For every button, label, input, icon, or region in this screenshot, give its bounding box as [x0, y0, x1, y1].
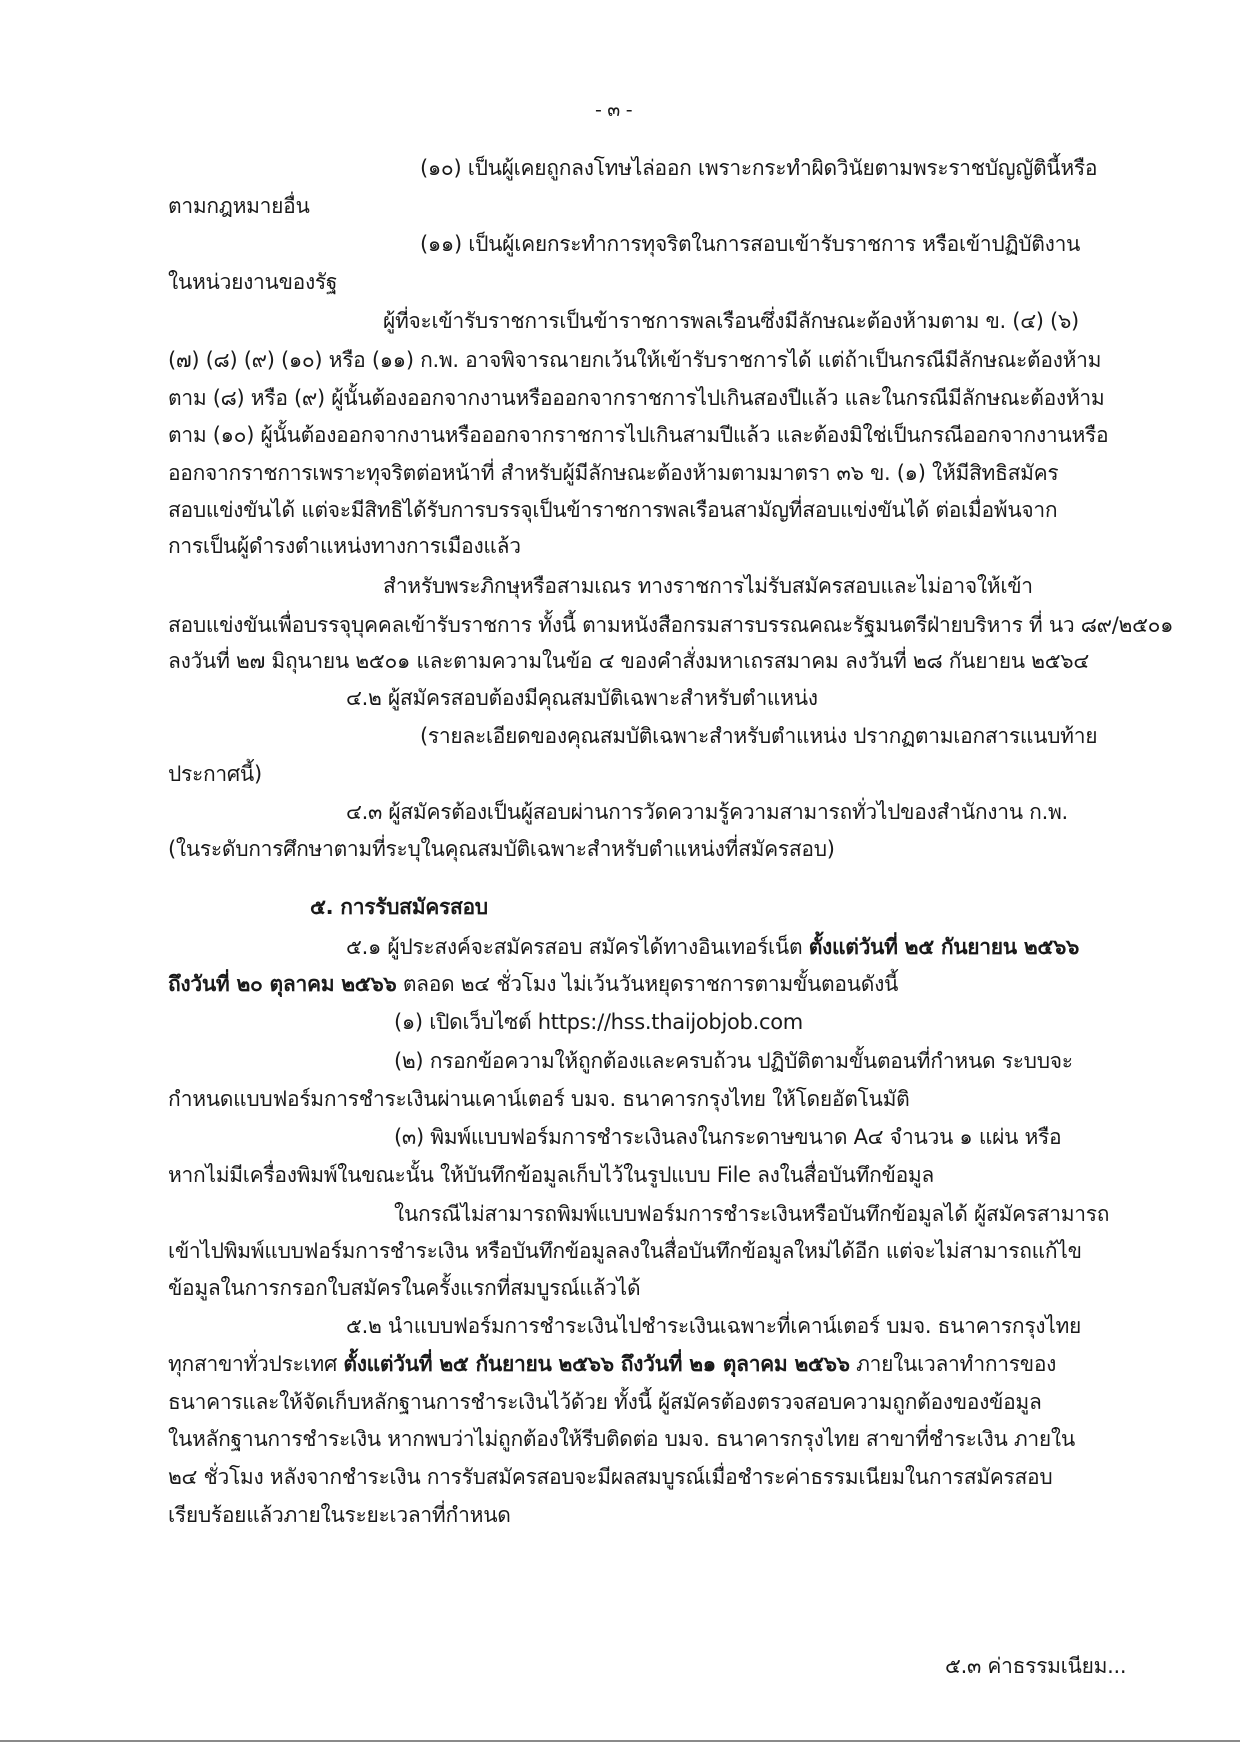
- section-4-3-line-2: (ในระดับการศึกษาตามที่ระบุในคุณสมบัติเฉพาะสำหรับตำแหน่งที่สมัครสอบ): [168, 837, 835, 861]
- section-5-1-line-2: [168, 969, 898, 999]
- cannot-print-line-3: ข้อมูลในการกรอกใบสมัครในครั้งแรกที่สมบูรณ์แล้วได้: [168, 1276, 641, 1300]
- monk-line-2: สอบแข่งขันเพื่อบรรจุบุคคลเข้ารับราชการ ทั้งนี้ ตามหนังสือกรมสารบรรณคณะรัฐมนตรีฝ่ายบริหาร ที่ นว ๘๙/๒๕๐๑: [168, 613, 1174, 637]
- section-5-1-hours: ตลอด ๒๔ ชั่วโมง ไม่เว้นวันหยุดราชการตามขั้นตอนดังนี้: [396, 972, 899, 996]
- section-5-1-line-1: [346, 932, 1079, 962]
- exception-line-7: การเป็นผู้ดำรงตำแหน่งทางการเมืองแล้ว: [168, 534, 521, 558]
- section-5-2-line-1: ๕.๒ นำแบบฟอร์มการชำระเงินไปชำระเงินเฉพาะที่เคาน์เตอร์ บมจ. ธนาคารกรุงไทย: [346, 1314, 1082, 1338]
- exception-line-4: ตาม (๑๐) ผู้นั้นต้องออกจากงานหรือออกจากราชการไปเกินสามปีแล้ว และต้องมิใช่เป็นกรณีออกจากงานหรือ: [168, 423, 1109, 447]
- step-1-website: (๑) เปิดเว็บไซต์ https://hss.thaijobjob.com: [394, 1010, 803, 1034]
- section-4-2-title: ๔.๒ ผู้สมัครสอบต้องมีคุณสมบัติเฉพาะสำหรับตำแหน่ง: [346, 686, 818, 710]
- exception-line-3: ตาม (๘) หรือ (๙) ผู้นั้นต้องออกจากงานหรือออกจากราชการไปเกินสองปีแล้ว และในกรณีมีลักษณะต้องห้าม: [168, 386, 1105, 410]
- section-5-2-line-5: ๒๔ ชั่วโมง หลังจากชำระเงิน การรับสมัครสอบจะมีผลสมบูรณ์เมื่อชำระค่าธรรมเนียมในการสมัครสอบ: [168, 1465, 1053, 1489]
- page-bottom-rule: [0, 1740, 1240, 1742]
- section-5-2-line-4: ในหลักฐานการชำระเงิน หากพบว่าไม่ถูกต้องให้รีบติดต่อ บมจ. ธนาคารกรุงไทย สาขาที่ชำระเงิน ภายใน: [168, 1427, 1075, 1451]
- section-5-1-text: ๕.๑ ผู้ประสงค์จะสมัครสอบ สมัครได้ทางอินเทอร์เน็ต: [346, 935, 809, 959]
- cannot-print-line-2: เข้าไปพิมพ์แบบฟอร์มการชำระเงิน หรือบันทึกข้อมูลลงในสื่อบันทึกข้อมูลใหม่ได้อีก แต่จะไม่สามารถแก้ไข: [168, 1239, 1082, 1263]
- monk-line-3: ลงวันที่ ๒๗ มิถุนายน ๒๕๐๑ และตามความในข้อ ๔ ของคำสั่งมหาเถรสมาคม ลงวันที่ ๒๘ กันยายน ๒๕๖๔: [168, 649, 1089, 673]
- item-11-line-2: ในหน่วยงานของรัฐ: [168, 270, 338, 294]
- section-5-2-dates: ตั้งแต่วันที่ ๒๕ กันยายน ๒๕๖๖ ถึงวันที่ ๒๑ ตุลาคม ๒๕๖๖: [343, 1352, 850, 1376]
- section-5-heading: ๕. การรับสมัครสอบ: [310, 895, 488, 919]
- item-10-line-2: ตามกฎหมายอื่น: [168, 194, 310, 218]
- continued-footer: ๕.๓ ค่าธรรมเนียม...: [945, 1654, 1127, 1678]
- cannot-print-line-1: ในกรณีไม่สามารถพิมพ์แบบฟอร์มการชำระเงินหรือบันทึกข้อมูลได้ ผู้สมัครสามารถ: [394, 1202, 1110, 1226]
- section-5-1-start-date: ตั้งแต่วันที่ ๒๕ กันยายน ๒๕๖๖: [808, 935, 1080, 959]
- exception-line-5: ออกจากราชการเพราะทุจริตต่อหน้าที่ สำหรับผู้มีลักษณะต้องห้ามตามมาตรา ๓๖ ข. (๑) ให้มีสิทธิสมัคร: [168, 461, 1059, 485]
- section-4-3-line-1: ๔.๓ ผู้สมัครต้องเป็นผู้สอบผ่านการวัดความรู้ความสามารถทั่วไปของสำนักงาน ก.พ.: [346, 800, 1068, 824]
- item-11-line-1: (๑๑) เป็นผู้เคยกระทำการทุจริตในการสอบเข้ารับราชการ หรือเข้าปฏิบัติงาน: [420, 232, 1081, 256]
- page-number: - ๓ -: [595, 99, 633, 121]
- section-5-2-line-6: เรียบร้อยแล้วภายในระยะเวลาที่กำหนด: [168, 1503, 511, 1527]
- step-2-line-2: กำหนดแบบฟอร์มการชำระเงินผ่านเคาน์เตอร์ บมจ. ธนาคารกรุงไทย ให้โดยอัตโนมัติ: [168, 1087, 910, 1111]
- step-2-line-1: (๒) กรอกข้อความให้ถูกต้องและครบถ้วน ปฏิบัติตามขั้นตอนที่กำหนด ระบบจะ: [394, 1049, 1073, 1073]
- section-4-2-detail-line-1: (รายละเอียดของคุณสมบัติเฉพาะสำหรับตำแหน่ง ปรากฏตามเอกสารแนบท้าย: [420, 724, 1098, 748]
- exception-line-6: สอบแข่งขันได้ แต่จะมีสิทธิได้รับการบรรจุเป็นข้าราชการพลเรือนสามัญที่สอบแข่งขันได้ ต่อเมื่อพ้นจาก: [168, 498, 1058, 522]
- section-4-2-detail-line-2: ประกาศนี้): [168, 762, 262, 786]
- section-5-2-line-3: ธนาคารและให้จัดเก็บหลักฐานการชำระเงินไว้ด้วย ทั้งนี้ ผู้สมัครต้องตรวจสอบความถูกต้องของข้อมูล: [168, 1390, 1042, 1414]
- exception-line-2: (๗) (๘) (๙) (๑๐) หรือ (๑๑) ก.พ. อาจพิจารณายกเว้นให้เข้ารับราชการได้ แต่ถ้าเป็นกรณีมีลักษณะต้องห้าม: [168, 348, 1102, 372]
- section-5-2-line-2: [168, 1349, 1056, 1379]
- section-5-1-end-date: ถึงวันที่ ๒๐ ตุลาคม ๒๕๖๖: [168, 972, 397, 996]
- step-3-line-1: (๓) พิมพ์แบบฟอร์มการชำระเงินลงในกระดาษขนาด A๔ จำนวน ๑ แผ่น หรือ: [394, 1125, 1062, 1149]
- item-10-line-1: (๑๐) เป็นผู้เคยถูกลงโทษไล่ออก เพราะกระทำผิดวินัยตามพระราชบัญญัตินี้หรือ: [420, 156, 1098, 180]
- exception-line-1: ผู้ที่จะเข้ารับราชการเป็นข้าราชการพลเรือนซึ่งมีลักษณะต้องห้ามตาม ข. (๔) (๖): [383, 309, 1079, 333]
- monk-line-1: สำหรับพระภิกษุหรือสามเณร ทางราชการไม่รับสมัครสอบและไม่อาจให้เข้า: [383, 574, 1033, 598]
- step-3-line-2: หากไม่มีเครื่องพิมพ์ในขณะนั้น ให้บันทึกข้อมูลเก็บไว้ในรูปแบบ File ลงในสื่อบันทึกข้อมูล: [168, 1163, 934, 1187]
- section-5-2-branches: ทุกสาขาทั่วประเทศ: [168, 1352, 344, 1376]
- section-5-2-hours: ภายในเวลาทำการของ: [849, 1352, 1057, 1376]
